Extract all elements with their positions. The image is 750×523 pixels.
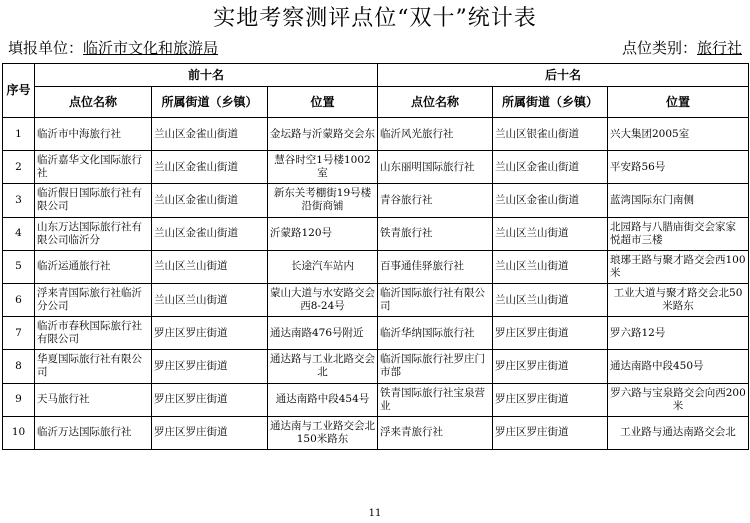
top-street-cell: 罗庄区罗庄街道 — [152, 416, 268, 449]
bottom-location-cell: 北园路与八腊庙街交会家家悦超市三楼 — [608, 217, 749, 250]
top-street-cell: 兰山区金雀山街道 — [152, 151, 268, 184]
header-bottom-street: 所属街道（乡镇） — [493, 87, 608, 118]
seq-cell: 1 — [3, 118, 35, 151]
top-street-cell: 兰山区金雀山街道 — [152, 217, 268, 250]
header-seq: 序号 — [3, 64, 35, 118]
category — [622, 38, 742, 58]
bottom-street-cell: 罗庄区罗庄街道 — [493, 416, 608, 449]
seq-cell: 6 — [3, 283, 35, 316]
top-name-cell: 浮来青国际旅行社临沂分公司 — [35, 283, 152, 316]
table-row — [3, 250, 749, 283]
bottom-street-cell: 罗庄区罗庄街道 — [493, 350, 608, 383]
bottom-street-cell: 兰山区金雀山街道 — [493, 151, 608, 184]
table-row — [3, 317, 749, 350]
bottom-location-cell: 蓝湾国际东门南侧 — [608, 184, 749, 217]
top-name-cell: 临沂市中海旅行社 — [35, 118, 152, 151]
top-street-cell: 罗庄区罗庄街道 — [152, 350, 268, 383]
top-location-cell: 通达南路中段454号 — [268, 383, 378, 416]
bottom-name-cell: 铁青国际旅行社宝泉营业 — [378, 383, 493, 416]
table-row — [3, 383, 749, 416]
fill-unit-value: 临沂市文化和旅游局 — [83, 39, 219, 57]
fill-unit — [8, 38, 218, 58]
top-street-cell: 罗庄区罗庄街道 — [152, 317, 268, 350]
bottom-name-cell: 临沂风光旅行社 — [378, 118, 493, 151]
top-location-cell: 金坛路与沂蒙路交会东 — [268, 118, 378, 151]
bottom-street-cell: 罗庄区罗庄街道 — [493, 383, 608, 416]
header-bottom-location: 位置 — [608, 87, 749, 118]
table-row — [3, 350, 749, 383]
table-row — [3, 118, 749, 151]
bottom-location-cell: 工业大道与聚才路交会北50米路东 — [608, 283, 749, 316]
bottom-location-cell: 平安路56号 — [608, 151, 749, 184]
bottom-name-cell: 百事通佳驿旅行社 — [378, 250, 493, 283]
bottom-name-cell: 临沂华纳国际旅行社 — [378, 317, 493, 350]
bottom-location-cell: 工业路与通达南路交会北 — [608, 416, 749, 449]
header-top-street: 所属街道（乡镇） — [152, 87, 268, 118]
table-row — [3, 283, 749, 316]
top-name-cell: 天马旅行社 — [35, 383, 152, 416]
bottom-name-cell: 浮来青旅行社 — [378, 416, 493, 449]
top-name-cell: 临沂万达国际旅行社 — [35, 416, 152, 449]
page-title: 实地考察测评点位“双十”统计表 — [213, 6, 537, 31]
fill-unit-label: 填报单位： — [8, 39, 84, 57]
bottom-name-cell: 临沂国际旅行社有限公司 — [378, 283, 493, 316]
top-street-cell: 兰山区兰山街道 — [152, 283, 268, 316]
table-row — [3, 416, 749, 449]
bottom-location-cell: 罗六路与宝泉路交会向西200米 — [608, 383, 749, 416]
bottom-street-cell: 兰山区银雀山街道 — [493, 118, 608, 151]
top-street-cell: 兰山区金雀山街道 — [152, 184, 268, 217]
seq-cell: 2 — [3, 151, 35, 184]
bottom-location-cell: 琅琊王路与聚才路交会西100米 — [608, 250, 749, 283]
bottom-name-cell: 铁青旅行社 — [378, 217, 493, 250]
bottom-street-cell: 兰山区兰山街道 — [493, 283, 608, 316]
bottom-location-cell: 通达南路中段450号 — [608, 350, 749, 383]
bottom-street-cell: 兰山区金雀山街道 — [493, 184, 608, 217]
seq-cell: 8 — [3, 350, 35, 383]
top-name-cell: 山东万达国际旅行社有限公司临沂分 — [35, 217, 152, 250]
header-bottom-name: 点位名称 — [378, 87, 493, 118]
header-top-location: 位置 — [268, 87, 378, 118]
top-location-cell: 蒙山大道与水安路交会西8-24号 — [268, 283, 378, 316]
top-name-cell: 临沂假日国际旅行社有限公司 — [35, 184, 152, 217]
seq-cell: 5 — [3, 250, 35, 283]
bottom-street-cell: 兰山区兰山街道 — [493, 217, 608, 250]
top-location-cell: 慧谷时空1号楼1002室 — [268, 151, 378, 184]
top-street-cell: 兰山区金雀山街道 — [152, 118, 268, 151]
top-location-cell: 沂蒙路120号 — [268, 217, 378, 250]
table-row — [3, 184, 749, 217]
bottom-name-cell: 青谷旅行社 — [378, 184, 493, 217]
seq-cell: 3 — [3, 184, 35, 217]
top-location-cell: 通达路与工业北路交会北 — [268, 350, 378, 383]
seq-cell: 4 — [3, 217, 35, 250]
page-number: 11 — [368, 508, 382, 519]
top-street-cell: 兰山区兰山街道 — [152, 250, 268, 283]
category-label: 点位类别： — [621, 39, 697, 57]
top-location-cell: 通达南与工业路交会北150米路东 — [268, 416, 378, 449]
ranking-table — [2, 63, 749, 450]
top-name-cell: 临沂运通旅行社 — [35, 250, 152, 283]
seq-cell: 9 — [3, 383, 35, 416]
table-row — [3, 217, 749, 250]
top-name-cell: 临沂市春秋国际旅行社有限公司 — [35, 317, 152, 350]
bottom-name-cell: 临沂国际旅行社罗庄门市部 — [378, 350, 493, 383]
top-street-cell: 罗庄区罗庄街道 — [152, 383, 268, 416]
top-location-cell: 通达南路476号附近 — [268, 317, 378, 350]
seq-cell: 7 — [3, 317, 35, 350]
top-location-cell: 长途汽车站内 — [268, 250, 378, 283]
top-name-cell: 华夏国际旅行社有限公司 — [35, 350, 152, 383]
header-group-top: 前十名 — [35, 64, 378, 87]
bottom-location-cell: 罗六路12号 — [608, 317, 749, 350]
bottom-street-cell: 罗庄区罗庄街道 — [493, 317, 608, 350]
category-value: 旅行社 — [696, 39, 742, 57]
bottom-location-cell: 兴大集团2005室 — [608, 118, 749, 151]
seq-cell: 10 — [3, 416, 35, 449]
header-group-bottom: 后十名 — [378, 64, 749, 87]
bottom-street-cell: 兰山区兰山街道 — [493, 250, 608, 283]
bottom-name-cell: 山东丽明国际旅行社 — [378, 151, 493, 184]
top-location-cell: 新东关考棚街19号楼沿街商铺 — [268, 184, 378, 217]
table-row — [3, 151, 749, 184]
top-name-cell: 临沂嘉华文化国际旅行社 — [35, 151, 152, 184]
header-top-name: 点位名称 — [35, 87, 152, 118]
